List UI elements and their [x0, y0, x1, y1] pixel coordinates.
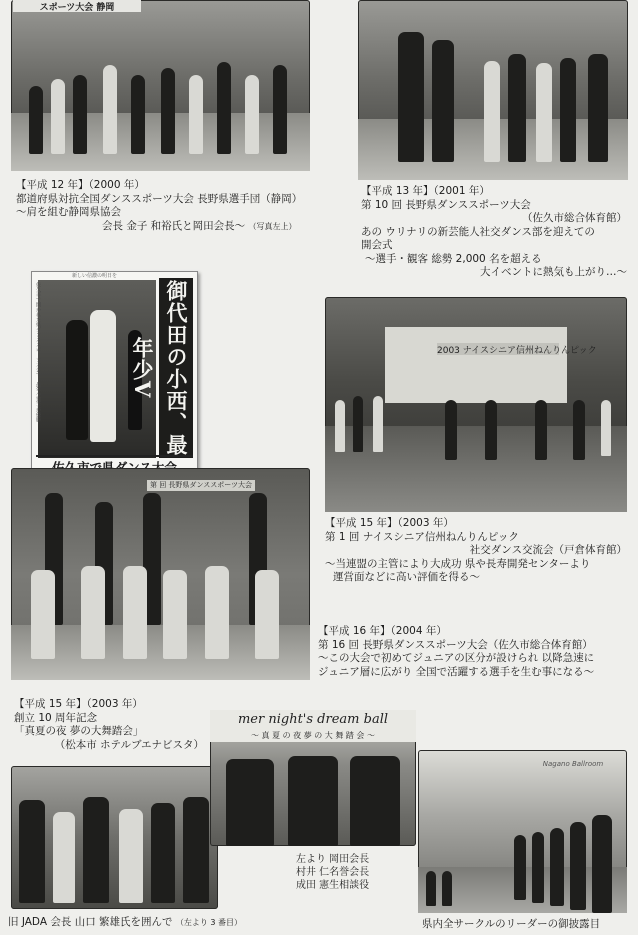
- caption-desc: 運営面などに高い評価を得る〜: [333, 571, 480, 583]
- person: [51, 79, 65, 154]
- caption-year: 【平成 15 年】（2003 年）: [325, 517, 454, 529]
- person: [226, 759, 274, 846]
- photo-circle-leaders: [418, 750, 627, 913]
- caption-desc: 大イベントに熱気も上がり…〜: [480, 266, 627, 278]
- caption-text: 県内全サークルのリーダーの御披露目: [422, 918, 601, 930]
- dancer: [90, 310, 116, 442]
- photo-jada-group: [11, 766, 218, 909]
- person: [535, 400, 547, 460]
- newspaper-clipping: [31, 271, 198, 484]
- caption-officials: [296, 853, 369, 892]
- clipping-side-text: 佐久市で開かれた県ダンススポーツ大会で、最年少選手が優勝: [35, 282, 41, 422]
- person: [73, 75, 87, 154]
- caption-event: 第 16 回 長野県ダンススポーツ大会（佐久市総合体育館）: [318, 638, 593, 651]
- caption-year: 【平成 12 年】（2000 年）: [16, 179, 145, 191]
- person: [245, 75, 259, 154]
- person: [273, 65, 287, 154]
- caption-desc: 〜選手・観客 総勢 2,000 名を超える: [365, 252, 542, 265]
- photo-banner: Nagano Ballroom: [542, 760, 604, 768]
- caption-names: 左より 岡田会長: [296, 854, 370, 865]
- caption-desc-text: 会長 金子 和裕氏と岡田会長〜: [102, 219, 246, 232]
- person: [189, 75, 203, 154]
- caption-jada: [8, 916, 242, 930]
- person: [588, 54, 608, 162]
- caption-desc: 〜当連盟の主管により大成功 県や長寿開発センターより: [325, 557, 591, 570]
- caption-event: 都道府県対抗全国ダンススポーツ大会 長野県選手団（静岡）: [16, 192, 303, 205]
- person: [601, 400, 611, 456]
- person: [151, 803, 175, 903]
- photo-banner: スポーツ大会 静岡: [13, 0, 141, 12]
- person: [161, 68, 175, 154]
- person: [570, 822, 586, 910]
- caption-text: 旧 JADA 会長 山口 繁雄氏を囲んで: [8, 916, 173, 928]
- person: [131, 75, 145, 154]
- person: [29, 86, 43, 154]
- caption-venue: 社交ダンス交流会（戸倉体育館）: [469, 544, 627, 556]
- caption-event-title: 「真夏の夜 夢の大舞踏会」: [14, 725, 144, 737]
- person: [508, 54, 526, 162]
- caption-year: 【平成 13 年】（2001 年）: [361, 185, 490, 197]
- photo-banner: mer night's dream ball: [210, 710, 416, 730]
- photo-three-officials: [210, 710, 416, 846]
- caption-names: 村井 仁名誉会長: [296, 867, 370, 878]
- person: [31, 570, 55, 659]
- person: [398, 32, 424, 162]
- person: [445, 400, 457, 460]
- person: [83, 797, 109, 903]
- clipping-header: 新しい信濃の明日を: [72, 273, 118, 279]
- caption-2000: [16, 179, 302, 233]
- person: [373, 396, 383, 452]
- person: [532, 832, 544, 904]
- person: [592, 815, 612, 913]
- caption-year: 【平成 15 年】（2003 年）: [14, 698, 143, 710]
- person: [119, 809, 143, 903]
- photo-2001-opening: [358, 0, 628, 180]
- person: [485, 400, 497, 460]
- caption-desc: 開会式: [361, 239, 393, 251]
- caption-event: 第 10 回 長野県ダンススポーツ大会: [361, 198, 531, 211]
- person: [353, 396, 363, 452]
- person: [442, 871, 452, 907]
- person: [550, 828, 564, 906]
- clipping-headline: 御代田の小西、最年少V: [159, 278, 193, 458]
- caption-desc: 〜この大会で初めてジュニアの区分が設けられ 以降急速に: [318, 652, 595, 664]
- caption-venue: （佐久市総合体育館）: [522, 212, 627, 224]
- person: [536, 63, 552, 162]
- person: [573, 400, 585, 460]
- caption-event: 創立 10 周年記念: [14, 711, 98, 724]
- person: [103, 65, 117, 154]
- photo-2003-nenrinpic: [325, 297, 627, 512]
- person: [432, 40, 454, 162]
- photo-banner: 第 回 長野県ダンススポーツ大会: [147, 480, 255, 491]
- person: [288, 756, 338, 846]
- caption-leaders: [422, 918, 600, 932]
- caption-2003-anniversary: [14, 698, 204, 752]
- caption-venue: （松本市 ホテルブエナビスタ）: [54, 738, 204, 751]
- caption-2001: [361, 185, 627, 280]
- person: [350, 756, 400, 846]
- photo-banner-sub: 〜 真 夏 の 夜 夢 の 大 舞 踏 会 〜: [210, 730, 416, 742]
- person: [560, 58, 576, 162]
- photo-2004-juniors: [11, 468, 310, 680]
- person: [426, 871, 436, 907]
- person: [217, 62, 231, 154]
- dancer: [66, 320, 88, 440]
- person: [183, 797, 209, 903]
- person: [335, 400, 345, 452]
- photo-banner: 2003 ナイスシニア信州ねんりんピック: [437, 343, 559, 355]
- person: [19, 800, 45, 903]
- caption-desc-line: [16, 220, 302, 234]
- caption-note: （写真左上）: [248, 221, 297, 231]
- person: [255, 570, 279, 659]
- caption-note: （左より 3 番目）: [175, 918, 243, 927]
- caption-2003-nenrinpic: [325, 517, 627, 585]
- photo-2000-team: [11, 0, 310, 171]
- caption-desc: あの ウリナリの新芸能人社交ダンス部を迎えての: [361, 225, 595, 238]
- person: [514, 835, 526, 900]
- caption-desc: ジュニア層に広がり 全国で活躍する選手を生む事になる〜: [318, 665, 595, 678]
- person: [81, 566, 105, 659]
- person: [163, 570, 187, 659]
- caption-event: 第 1 回 ナイスシニア信州ねんりんピック: [325, 530, 519, 543]
- caption-2004: [318, 625, 594, 679]
- person: [484, 61, 500, 162]
- person: [205, 566, 229, 659]
- person: [53, 812, 75, 904]
- stage: [385, 327, 567, 403]
- person: [123, 566, 147, 659]
- caption-desc: 〜肩を組む静岡県協会: [16, 206, 121, 218]
- caption-names: 成田 憲生相談役: [296, 880, 370, 891]
- caption-year: 【平成 16 年】（2004 年）: [318, 625, 447, 637]
